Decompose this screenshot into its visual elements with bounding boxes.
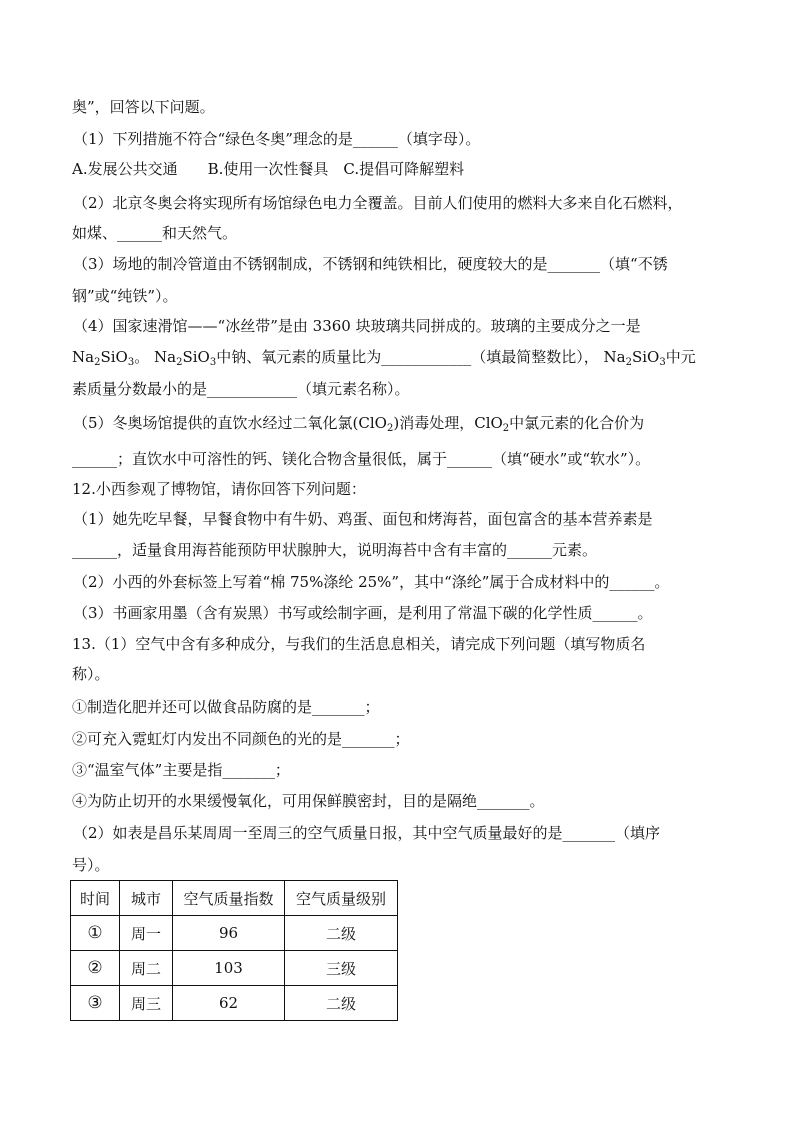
question-13-2: （2）如表是昌乐某周周一至周三的空气质量日报，其中空气质量最好的是_______（填序 [73, 824, 661, 842]
table-cell: 周三 [120, 986, 173, 1021]
question-13-1: 13.（1）空气中含有多种成分，与我们的生活息息相关，请完成下列问题（填写物质名 [72, 635, 646, 653]
question-13-1-item3: ③“温室气体”主要是指_______； [72, 761, 290, 779]
question-12: 12.小西参观了博物馆，请你回答下列问题： [72, 480, 366, 498]
table-cell: 二级 [285, 986, 398, 1021]
table-cell: 96 [173, 916, 285, 951]
formula-na2sio3: $Na_2SiO_3$ [154, 348, 217, 368]
question-11-5-cont: ______；直饮水中可溶性的钙、镁化合物含量很低，属于______（填“硬水”或“软水”）。 [72, 450, 651, 468]
question-11-1-options: A.发展公共交通 B.使用一次性餐具 C.提倡可降解塑料 [72, 160, 465, 178]
question-11-3-cont: 钢”或“纯铁”）。 [72, 287, 178, 305]
table-row [71, 916, 398, 951]
text-line: 奥”，回答以下问题。 [72, 98, 215, 116]
question-12-1-cont: ______，适量食用海苔能预防甲状腺肿大，说明海苔中含有丰富的______元素。 [72, 541, 598, 559]
table-cell: 103 [173, 951, 285, 986]
question-11-5: （5）冬奥场馆提供的直饮水经过二氧化氯(ClO$_2$)消毒处理，ClO$_2$中氯元素的化合价为 [73, 414, 645, 434]
table-header-cell: 时间 [71, 881, 120, 916]
question-11-2: （2）北京冬奥会将实现所有场馆绿色电力全覆盖。目前人们使用的燃料大多来自化石燃料， [73, 194, 683, 212]
table-header-row [71, 881, 398, 916]
table-header-cell: 空气质量指数 [173, 881, 285, 916]
formula-na2sio3: $Na_2SiO_3$ [603, 348, 666, 368]
formula-na2sio3: $Na_2SiO_3$ [72, 348, 135, 368]
question-11-4: （4）国家速滑馆——“冰丝带”是由 3360 块玻璃共同拼成的。玻璃的主要成分之一是 [73, 317, 641, 335]
question-11-1: （1）下列措施不符合“绿色冬奥”理念的是______（填字母）。 [73, 130, 481, 148]
table-cell: 三级 [285, 951, 398, 986]
table-cell: ① [71, 916, 120, 951]
air-quality-table [70, 880, 398, 1021]
question-11-3: （3）场地的制冷管道由不锈钢制成，不锈钢和纯铁相比，硬度较大的是_______（填“不锈 [73, 255, 668, 273]
table-row [71, 986, 398, 1021]
question-12-3: （3）书画家用墨（含有炭黑）书写或绘制字画，是利用了常温下碳的化学性质______。 [73, 604, 653, 622]
question-11-4-formula-line: $Na_2SiO_3$。 $Na_2SiO_3$中钠、氧元素的质量比为____________（填最简整数比）， $Na_2SiO_3$中元 [72, 348, 696, 368]
question-11-4-cont: 素质量分数最小的是____________（填元素名称）。 [72, 380, 410, 398]
question-13-1-cont: 称）。 [72, 665, 110, 683]
table-header-cell: 空气质量级别 [285, 881, 398, 916]
question-13-1-item1: ①制造化肥并还可以做食品防腐的是_______； [72, 698, 380, 716]
question-11-2-cont: 如煤、______和天然气。 [72, 224, 238, 242]
table-cell: ③ [71, 986, 120, 1021]
table-cell: 周二 [120, 951, 173, 986]
question-12-2: （2）小西的外套标签上写着“棉 75%涤纶 25%”，其中“涤纶”属于合成材料中的______。 [73, 573, 670, 591]
question-13-1-item4: ④为防止切开的水果缓慢氧化，可用保鲜膜密封，目的是隔绝_______。 [72, 792, 545, 810]
table-cell: ② [71, 951, 120, 986]
table-cell: 二级 [285, 916, 398, 951]
table-cell: 周一 [120, 916, 173, 951]
question-12-1: （1）她先吃早餐，早餐食物中有牛奶、鸡蛋、面包和烤海苔，面包富含的基本营养素是 [73, 510, 653, 528]
table-header-cell: 城市 [120, 881, 173, 916]
question-13-1-item2: ②可充入霓虹灯内发出不同颜色的光的是_______； [72, 730, 410, 748]
table-cell: 62 [173, 986, 285, 1021]
table-row [71, 951, 398, 986]
question-13-2-cont: 号）。 [72, 856, 110, 874]
